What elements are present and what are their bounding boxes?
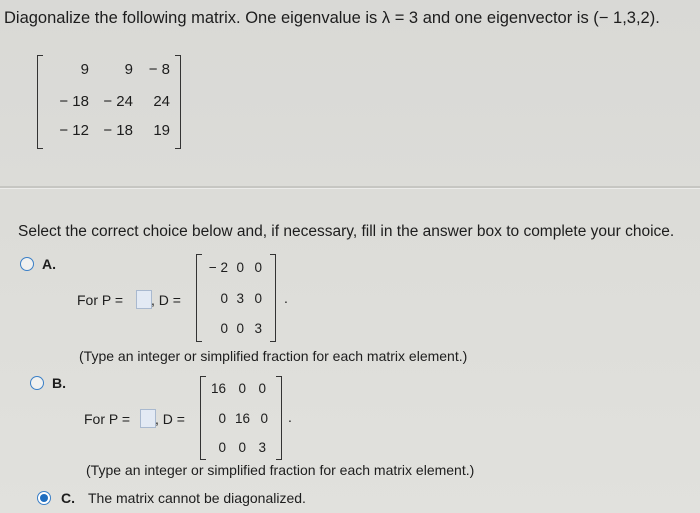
matrix-cell: 3 (258, 440, 266, 455)
section-divider (0, 186, 700, 188)
matrix-cell: 0 (236, 260, 244, 275)
option-c-label[interactable]: C. (61, 490, 75, 506)
option-a-label[interactable]: A. (42, 256, 56, 272)
option-a-for-p: For P = (77, 292, 124, 308)
option-b-for-p: For P = (84, 411, 131, 427)
option-a-d-matrix (196, 254, 282, 344)
matrix-cell: 0 (254, 260, 262, 275)
option-a-radio[interactable] (20, 257, 34, 271)
matrix-cell: − 12 (59, 122, 89, 139)
matrix-cell: 9 (124, 61, 133, 78)
matrix-left-bracket (37, 55, 43, 149)
matrix-cell: 0 (236, 321, 244, 336)
matrix-cell: − 18 (103, 122, 133, 139)
matrix-cell: 3 (236, 291, 244, 306)
question-title: Diagonalize the following matrix. One eigenvalue is λ = 3 and one eigenvector is (− 1,3,2). (4, 9, 660, 27)
matrix-cell: 9 (80, 61, 89, 78)
matrix-cell: 0 (260, 411, 268, 426)
matrix-cell: 24 (153, 93, 170, 110)
matrix-cell: 0 (218, 411, 226, 426)
period-mark: . (288, 409, 292, 425)
matrix-cell: 19 (153, 122, 170, 139)
matrix-right-bracket (276, 376, 282, 460)
instruction-text: Select the correct choice below and, if necessary, fill in the answer box to complete your choice. (18, 223, 675, 240)
option-c-text[interactable]: The matrix cannot be diagonalized. (88, 490, 306, 506)
matrix-cell: − 18 (59, 93, 89, 110)
option-b-p-answer-box[interactable] (140, 409, 156, 428)
option-b-hint: (Type an integer or simplified fraction for each matrix element.) (86, 462, 475, 478)
matrix-cell: 0 (258, 381, 266, 396)
period-mark: . (284, 290, 288, 306)
matrix-cell: 0 (238, 381, 246, 396)
option-b-label[interactable]: B. (52, 375, 66, 391)
option-b-d-matrix (200, 376, 286, 462)
matrix-cell: 0 (218, 440, 226, 455)
option-b-d-eq: , D = (155, 411, 185, 427)
matrix-cell: 0 (238, 440, 246, 455)
matrix-cell: 16 (210, 381, 226, 396)
matrix-right-bracket (270, 254, 276, 342)
question-matrix (37, 55, 187, 151)
option-a-d-eq: , D = (151, 292, 181, 308)
matrix-cell: 0 (254, 291, 262, 306)
matrix-cell: − 8 (148, 61, 170, 78)
option-c-radio[interactable] (37, 491, 51, 505)
matrix-cell: 16 (234, 411, 250, 426)
matrix-cell: − 24 (103, 93, 133, 110)
matrix-cell: 0 (220, 321, 228, 336)
matrix-cell: − 2 (208, 260, 228, 275)
matrix-right-bracket (175, 55, 181, 149)
option-b-radio[interactable] (30, 376, 44, 390)
option-a-p-answer-box[interactable] (136, 290, 152, 309)
matrix-cell: 3 (254, 321, 262, 336)
matrix-cell: 0 (220, 291, 228, 306)
option-a-hint: (Type an integer or simplified fraction for each matrix element.) (79, 348, 468, 364)
